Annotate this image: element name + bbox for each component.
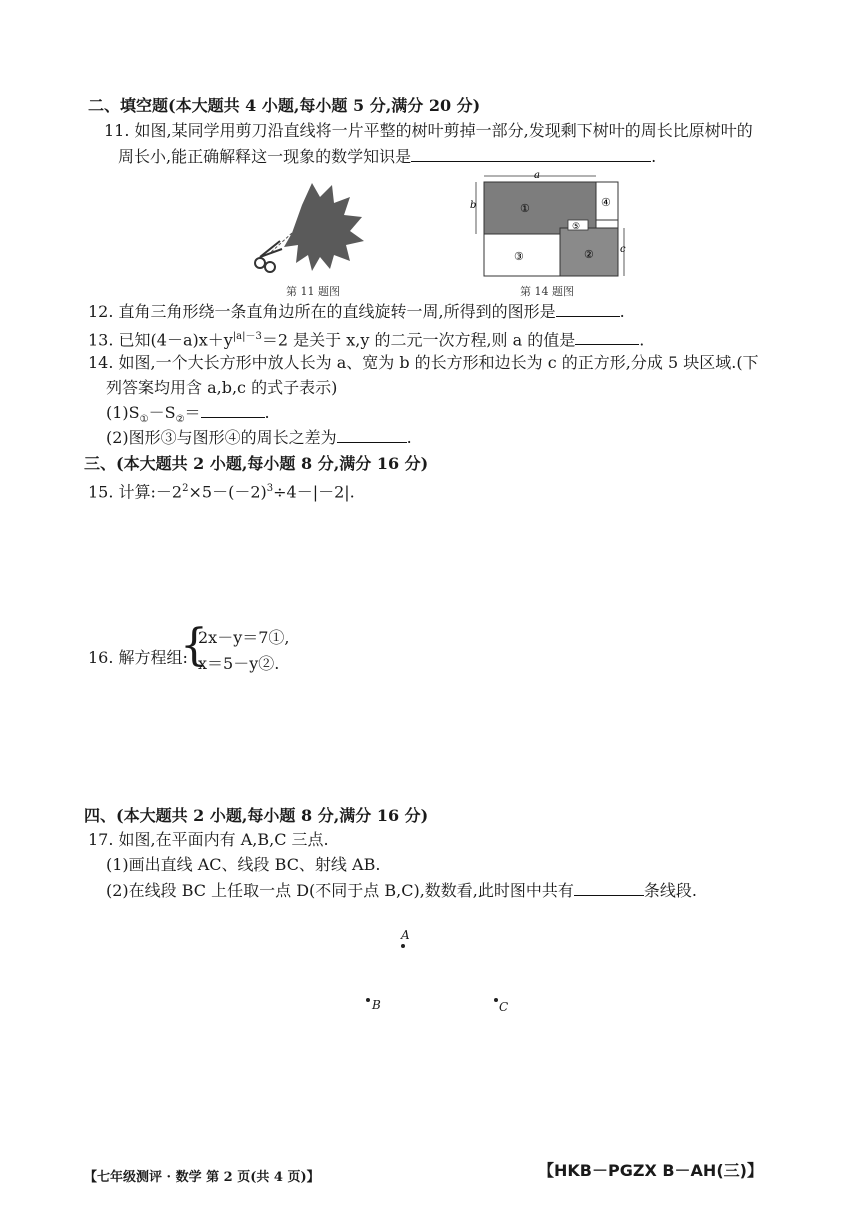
q15-text-b: ×5－(－2) <box>188 482 267 502</box>
point-b-label: B <box>372 998 381 1012</box>
q14-p2-end: . <box>406 428 412 447</box>
answer-blank-11[interactable] <box>411 147 651 162</box>
footer-right-code: 【HKB－PGZX B－AH(三)】 <box>538 1161 763 1180</box>
q17-p2-end: 条线段. <box>643 881 697 900</box>
scissors-icon <box>255 241 282 272</box>
label-region-3: ③ <box>514 250 524 263</box>
footer-left: 【七年级测评 · 数学 第 2 页(共 4 页)】 <box>84 1170 320 1185</box>
label-region-2: ② <box>584 248 594 261</box>
label-region-4: ④ <box>601 196 611 209</box>
point-a-label: A <box>401 928 410 942</box>
question-17-part-1: (1)画出直线 AC、线段 BC、射线 AB. <box>106 855 381 874</box>
equation-1: 2x－y＝7①, <box>198 628 290 647</box>
question-13-text-a: 13. 已知(4－a)x＋y <box>88 330 233 350</box>
figure-14-caption: 第 14 题图 <box>520 285 574 298</box>
section-2-header: 二、填空题(本大题共 4 小题,每小题 5 分,满分 20 分) <box>88 96 481 115</box>
question-11-text: 周长小,能正确解释这一现象的数学知识是 <box>118 147 412 166</box>
q14-p1-sub-1: ① <box>139 414 149 426</box>
question-12 <box>88 300 625 324</box>
question-12-text: 12. 直角三角形绕一条直角边所在的直线旋转一周,所得到的图形是 <box>88 302 556 321</box>
label-c: c <box>620 244 626 255</box>
question-13 <box>88 325 644 352</box>
q17-p2-text: (2)在线段 BC 上任取一点 D(不同于点 B,C),数数看,此时图中共有 <box>106 881 574 900</box>
question-14-line-1: 14. 如图,一个大长方形中放人长为 a、宽为 b 的长方形和边长为 c 的正方形,分成 5 块区域.(下 <box>88 353 759 372</box>
section-3-header: 三、(本大题共 2 小题,每小题 8 分,满分 16 分) <box>84 454 429 473</box>
q14-p1-sub-2: ② <box>175 414 185 426</box>
q14-p1-text-c: ＝ <box>184 403 201 422</box>
question-11-end: . <box>651 147 657 166</box>
figure-14-rectangles <box>468 168 630 280</box>
answer-blank-13[interactable] <box>575 330 639 345</box>
label-region-1: ① <box>520 202 530 215</box>
answer-blank-14-2[interactable] <box>337 428 407 443</box>
label-a: a <box>534 170 540 181</box>
point-a-dot <box>401 944 405 948</box>
point-c-dot <box>494 998 498 1002</box>
question-14-part-2 <box>106 426 412 450</box>
figure-11-caption: 第 11 题图 <box>286 285 340 298</box>
question-13-end: . <box>639 330 645 350</box>
question-14-line-2: 列答案均用含 a,b,c 的式子表示) <box>106 378 338 397</box>
question-17: 17. 如图,在平面内有 A,B,C 三点. <box>88 830 329 849</box>
question-12-end: . <box>619 302 625 321</box>
label-region-5: ⑤ <box>572 222 581 232</box>
question-11-line-1: 11. 如图,某同学用剪刀沿直线将一片平整的树叶剪掉一部分,发现剩下树叶的周长比原树叶的 <box>104 121 753 140</box>
point-c-label: C <box>499 1000 509 1014</box>
answer-blank-17[interactable] <box>574 881 644 896</box>
question-13-text-b: ＝2 是关于 x,y 的二元一次方程,则 a 的值是 <box>261 330 576 350</box>
equation-brace: { <box>180 620 208 671</box>
q14-p1-end: . <box>264 403 270 422</box>
figure-11-leaf-scissors <box>250 175 390 280</box>
q15-text-a: 15. 计算:－2 <box>88 482 183 502</box>
q15-exp-2: 3 <box>266 483 274 494</box>
q15-text-c: ÷4－|－2|. <box>273 482 355 502</box>
label-b: b <box>470 200 477 211</box>
point-b-dot <box>366 998 370 1002</box>
question-15 <box>88 477 355 504</box>
q15-exp-1: 2 <box>182 483 189 494</box>
question-17-part-2 <box>106 879 697 903</box>
leaf-shape <box>284 183 364 271</box>
q14-p2-text: (2)图形③与图形④的周长之差为 <box>106 428 337 447</box>
q14-p1-text-b: －S <box>148 403 176 422</box>
question-13-exponent: |a|－3 <box>232 331 262 342</box>
answer-blank-14-1[interactable] <box>201 403 265 418</box>
question-16-label: 16. 解方程组: <box>88 648 188 667</box>
answer-blank-12[interactable] <box>556 302 620 317</box>
q14-p1-text-a: (1)S <box>106 403 140 422</box>
equation-2: x＝5－y②. <box>198 654 280 673</box>
section-4-header: 四、(本大题共 2 小题,每小题 8 分,满分 16 分) <box>84 806 429 825</box>
question-11-line-2 <box>118 145 656 169</box>
